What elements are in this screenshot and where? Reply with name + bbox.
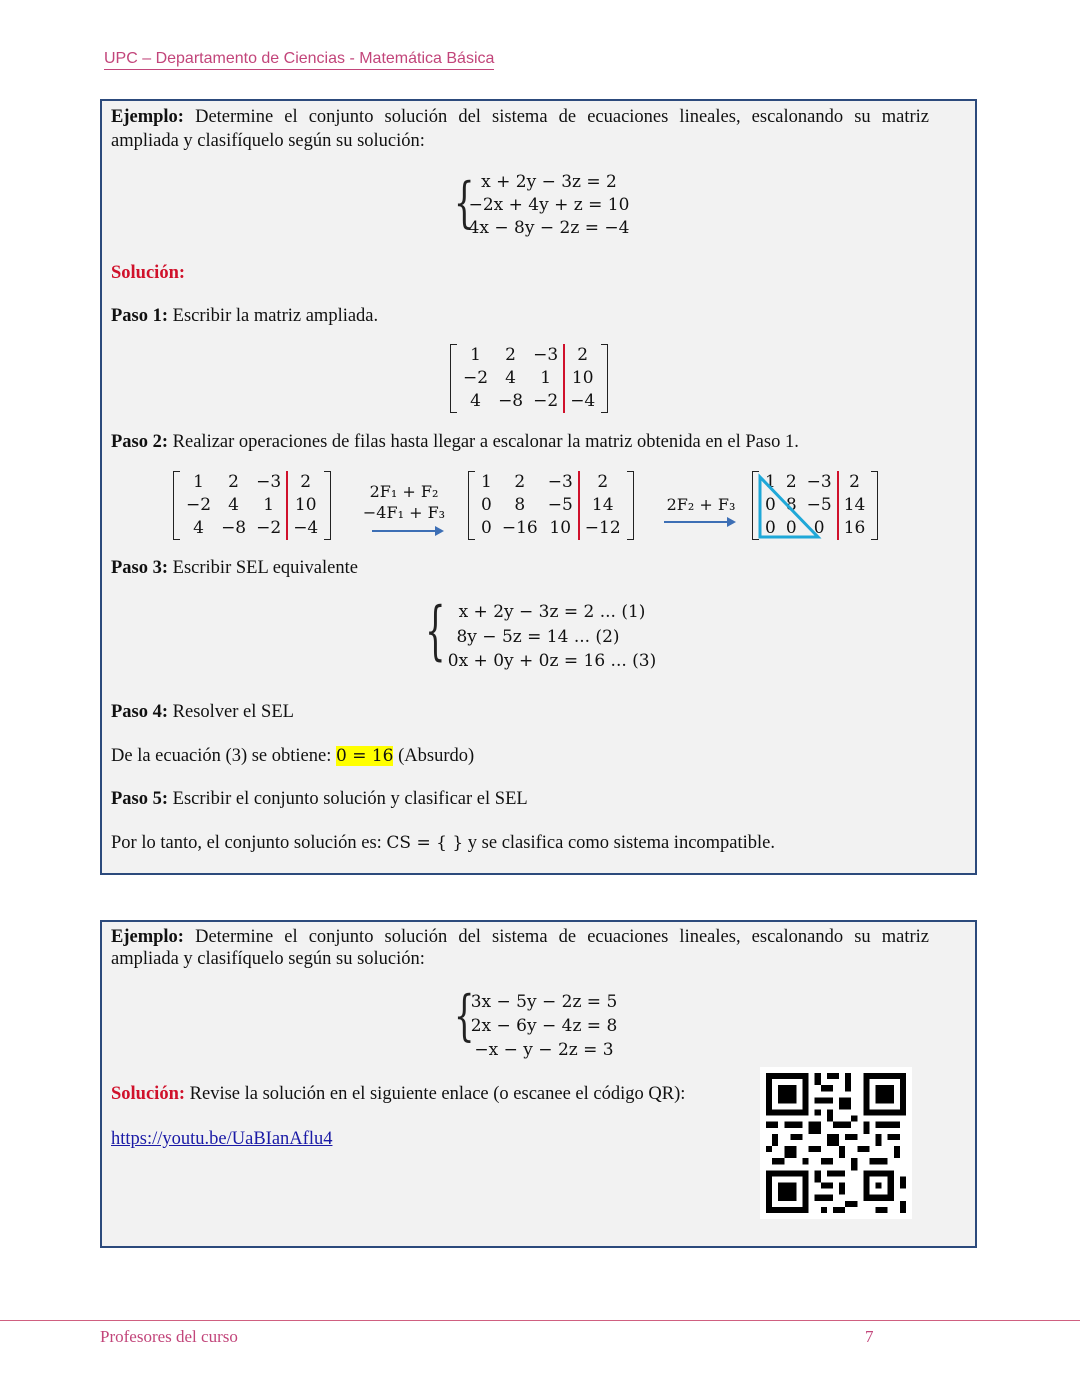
system-brace: { [453, 984, 475, 1047]
solucion-label: Solución: [111, 263, 186, 283]
example2-prompt-line1: Ejemplo: Determine el conjunto solución del sistema de ecuaciones lineales, escalonando su matriz [111, 927, 929, 947]
arrow-icon [372, 530, 442, 532]
matrix-step-2: 1 2 −3 2 0 8 −5 14 0 −16 10 −12 [476, 471, 626, 540]
page-header: UPC – Departamento de Ciencias - Matemática Básica [104, 50, 494, 70]
ecuacion-result-line: De la ecuación (3) se obtiene: 0 = 16 (Absurdo) [111, 746, 475, 766]
augmented-matrix: 1 2 −3 2 −2 4 1 10 4 −8 −2 −4 [458, 344, 600, 413]
row-operation-2: 2F₂ + F₃ [666, 495, 736, 514]
matrix-step-1: 1 2 −3 2 −2 4 1 10 4 −8 −2 −4 [181, 471, 323, 540]
arrow-icon [664, 521, 734, 523]
example2-system: 3x − 5y − 2z = 5 2x − 6y − 4z = 8 −x − y − 2z = 3 [470, 992, 618, 1060]
paso3: Paso 3: Escribir SEL equivalente [111, 558, 358, 578]
solution-video-link[interactable]: https://youtu.be/UaBIanAflu4 [111, 1129, 333, 1149]
row-operation-1: 2F₁ + F₂ −4F₁ + F₃ [362, 482, 446, 522]
page-number: 7 [865, 1327, 874, 1346]
example-box-1 [100, 99, 977, 875]
example1-label: Ejemplo: [111, 107, 184, 127]
example2-label: Ejemplo: [111, 927, 184, 947]
example-box-2 [100, 920, 977, 1248]
zero-triangle-icon [758, 473, 828, 543]
system-brace: { [453, 171, 475, 234]
example2-solution: Solución: Revise la solución en el siguiente enlace (o escanee el código QR): [111, 1084, 686, 1104]
example2-prompt-line2: ampliada y clasifíquelo según su solución: [111, 949, 425, 969]
highlighted-result: 0 = 16 [335, 746, 394, 766]
system-brace: { [425, 594, 446, 668]
paso1: Paso 1: Escribir la matriz ampliada. [111, 306, 379, 326]
footer-divider [0, 1320, 1080, 1321]
example1-system: x + 2y − 3z = 2 −2x + 4y + z = 10 4x − 8y − 2z = −4 [468, 172, 630, 238]
qr-code-icon[interactable] [760, 1067, 912, 1219]
example1-prompt-line2: ampliada y clasifíquelo según su solución: [111, 131, 425, 151]
footer-left: Profesores del curso [100, 1327, 238, 1346]
conclusion: Por lo tanto, el conjunto solución es: CS = { } y se clasifica como sistema incompatible. [111, 833, 776, 853]
paso4: Paso 4: Resolver el SEL [111, 702, 294, 722]
example1-prompt-line1: Ejemplo: Determine el conjunto solución del sistema de ecuaciones lineales, escalonando su matriz [111, 107, 929, 127]
paso5: Paso 5: Escribir el conjunto solución y clasificar el SEL [111, 789, 528, 809]
paso2: Paso 2: Realizar operaciones de filas hasta llegar a escalonar la matriz obtenida en el Paso 1. [111, 432, 799, 452]
equivalent-system: x + 2y − 3z = 2 ... (1) 8y − 5z = 14 ... (2) 0x + 0y + 0z = 16 ... (3) [447, 602, 657, 671]
matrix-step-3: 1 2 −3 2 0 8 −5 14 0 0 0 16 [760, 471, 870, 540]
